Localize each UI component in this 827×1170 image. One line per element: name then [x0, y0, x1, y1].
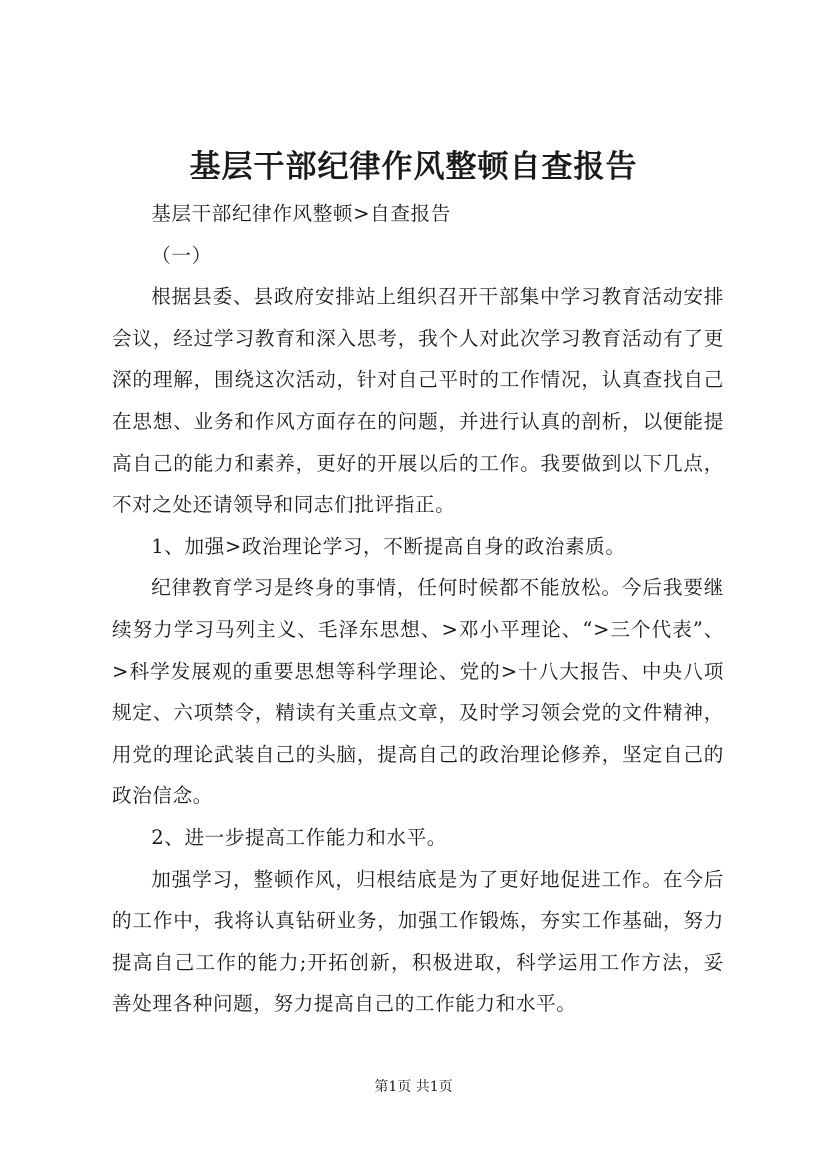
page-number-footer: 第1页 共1页 — [374, 1079, 453, 1095]
body-paragraph: 加强学习，整顿作风，归根结底是为了更好地促进工作。在今后的工作中，我将认真钻研业务，加强工作锻炼，夯实工作基础，努力提高自己工作的能力;开拓创新，积极进取，科学运用工作方法，妥善处理各种问题，努力提高自己的工作能力和水平。 — [112, 867, 724, 1016]
section-heading: 1、加强>政治理论学习，不断提高自身的政治素质。 — [151, 534, 626, 558]
document-title: 基层干部纪律作风整顿自查报告 — [189, 149, 638, 185]
document-body — [112, 193, 724, 1025]
document-subtitle: 基层干部纪律作风整顿>自查报告 — [151, 202, 451, 225]
body-paragraph: 纪律教育学习是终身的事情，任何时候都不能放松。今后我要继续努力学习马列主义、毛泽东思想、>邓小平理论、“>三个代表”、>科学发展观的重要思想等科学理论、党的>十八大报告、中央八项规定、六项禁令，精读有关重点文章，及时学习领会党的文件精神，用党的理论武装自己的头脑，提高自己的政治理论修养，坚定自己的政治信念。 — [112, 576, 724, 808]
section-marker: （一） — [151, 243, 212, 267]
body-paragraph: 根据县委、县政府安排站上组织召开干部集中学习教育活动安排会议，经过学习教育和深入思考，我个人对此次学习教育活动有了更深的理解，围绕这次活动，针对自己平时的工作情况，认真查找自己在思想、业务和作风方面存在的问题，并进行认真的剖析，以便能提高自己的能力和素养，更好的开展以后的工作。我要做到以下几点，不对之处还请领导和同志们批评指正。 — [112, 285, 724, 517]
section-heading: 2、进一步提高工作能力和水平。 — [151, 825, 447, 849]
